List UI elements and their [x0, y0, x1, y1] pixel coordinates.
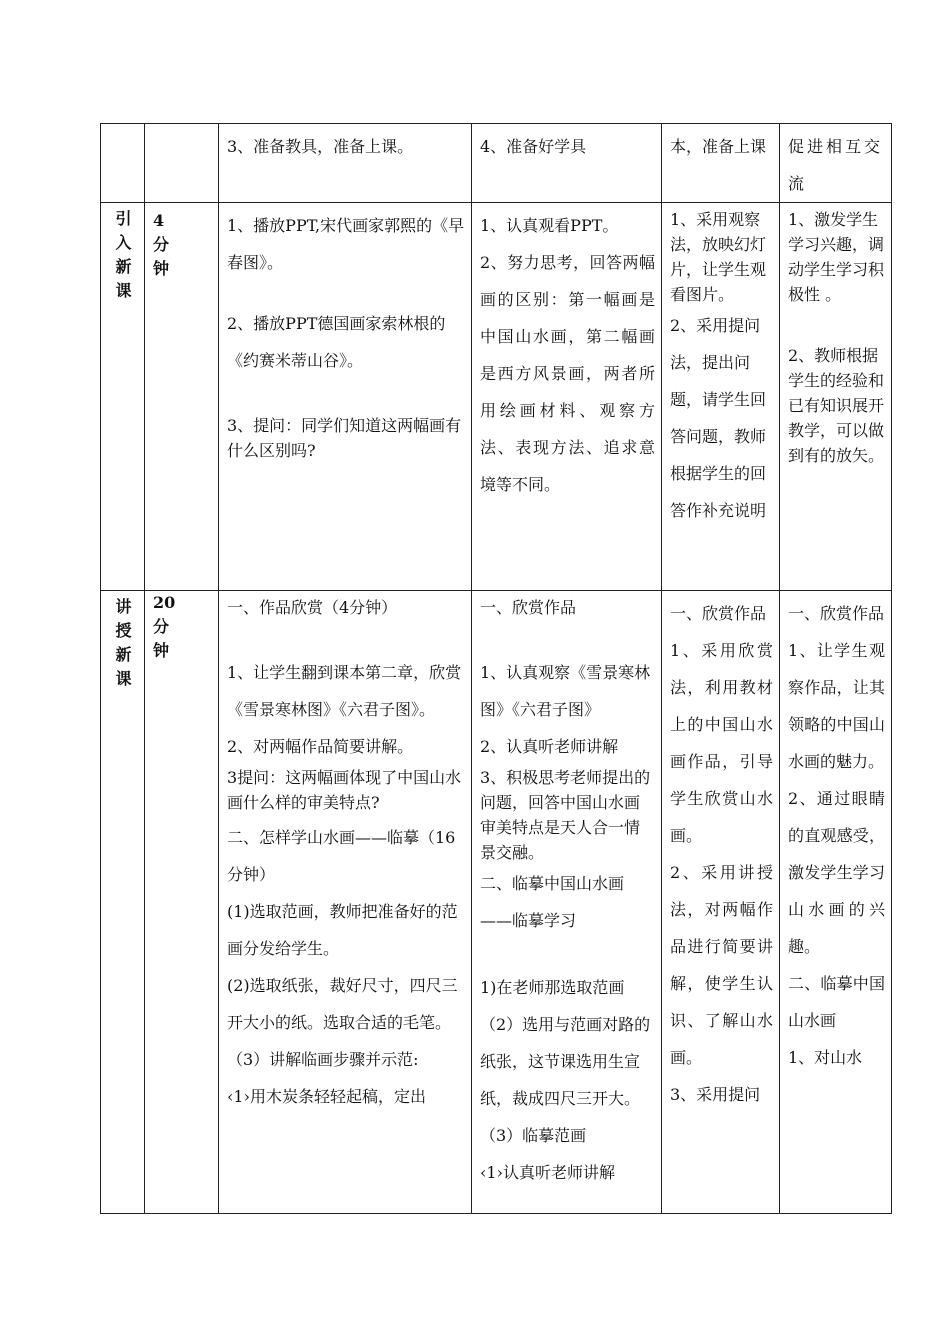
purpose-heading-2: 二、临摹中国山水画: [788, 974, 885, 1030]
purpose-text: 促进相互交流: [788, 137, 884, 193]
teacher-step-2: 2、播放PPT德国画家索林根的《约赛米蒂山谷》。: [227, 314, 446, 370]
teacher-step-1: 1、播放PPT,宋代画家郭熙的《早春图》。: [227, 216, 465, 272]
student-text: 4、准备好学具: [480, 137, 587, 156]
teacher-item: 2、对两幅作品简要讲解。: [227, 737, 414, 756]
cell-purpose-intro: [780, 203, 892, 591]
student-item: ‹1›认真听老师讲解: [480, 1163, 615, 1182]
table-row-lecture: [101, 591, 892, 1214]
cell-time-prep: [145, 124, 219, 203]
purpose-step-2: 2、教师根据学生的经验和已有知识展开教学，可以做到有的放矢。: [788, 346, 885, 465]
student-item: 2、认真听老师讲解: [480, 737, 619, 756]
student-step-1: 1、认真观看PPT。: [480, 216, 619, 235]
cell-stage-lecture: [101, 591, 145, 1214]
student-heading-2: 二、临摹中国山水画——临摹学习: [480, 874, 625, 930]
cell-student-intro: [472, 203, 662, 591]
cell-student-lecture: [472, 591, 662, 1214]
cell-teacher-intro: [219, 203, 472, 591]
cell-purpose-lecture: [780, 591, 892, 1214]
stage-char: 授: [115, 621, 132, 640]
purpose-heading: 一、欣赏作品: [788, 604, 885, 623]
teacher-item: 3提问：这两幅画体现了中国山水画什么样的审美特点?: [227, 768, 462, 812]
teacher-item: （3）讲解临画步骤并示范:: [227, 1050, 419, 1069]
time-unit: 钟: [153, 641, 170, 660]
cell-method-lecture: [662, 591, 780, 1214]
method-step-1: 1、采用观察法，放映幻灯片，让学生观看图片。: [670, 210, 767, 304]
stage-char: 入: [115, 233, 132, 252]
method-item: 3、采用提问: [670, 1085, 761, 1104]
stage-char: 新: [115, 645, 132, 664]
teacher-item: (2)选取纸张，裁好尺寸，四尺三开大小的纸。选取合适的毛笔。: [227, 976, 458, 1032]
stage-char: 课: [115, 281, 132, 300]
cell-method-prep: [662, 124, 780, 203]
time-unit: 分: [153, 235, 170, 254]
teacher-step-3: 3、提问：同学们知道这两幅画有什么区别吗?: [227, 416, 462, 460]
teacher-item: ‹1›用木炭条轻轻起稿，定出: [227, 1087, 426, 1106]
method-step-2: 2、采用提问法，提出问题，请学生回答问题，教师根据学生的回答作补充说明: [670, 316, 767, 520]
student-item: 3、积极思考老师提出的问题，回答中国山水画审美特点是天人合一情景交融。: [480, 768, 651, 862]
purpose-item: 1、让学生观察作品，让其领略的中国山水画的魅力。: [788, 641, 885, 771]
teacher-item: 1、让学生翻到课本第二章，欣赏《雪景寒林图》《六君子图》。: [227, 663, 462, 719]
student-item: 1)在老师那选取范画: [480, 978, 625, 997]
student-item: （2）选用与范画对路的纸张，这节课选用生宣纸，裁成四尺三开大。: [480, 1015, 651, 1108]
method-item: 1、采用欣赏法，利用教材上的中国山水画作品，引导学生欣赏山水画。: [670, 641, 773, 845]
lesson-plan-table: [100, 123, 892, 1214]
cell-student-prep: [472, 124, 662, 203]
stage-char: 课: [115, 669, 132, 688]
stage-char: 引: [115, 209, 132, 228]
teacher-text: 3、准备教具，准备上课。: [227, 137, 414, 156]
purpose-step-1: 1、激发学生学习兴趣，调动学生学习积极性 。: [788, 210, 885, 304]
cell-purpose-prep: [780, 124, 892, 203]
purpose-item: 2、通过眼睛的直观感受，激发学生学习山水画的兴趣。: [788, 789, 885, 956]
purpose-item: 1、对山水: [788, 1048, 863, 1067]
cell-time-intro: [145, 203, 219, 591]
stage-char: 讲: [115, 597, 132, 616]
cell-time-lecture: [145, 591, 219, 1214]
time-value: 4: [153, 211, 165, 230]
time-unit: 钟: [153, 259, 170, 278]
method-item: 2、采用讲授法，对两幅作品进行简要讲解，使学生认识、了解山水画。: [670, 863, 773, 1067]
cell-method-intro: [662, 203, 780, 591]
cell-stage-prep: [101, 124, 145, 203]
cell-stage-intro: [101, 203, 145, 591]
teacher-heading-2: 二、怎样学山水画——临摹（16分钟）: [227, 828, 456, 884]
student-step-2: 2、努力思考，回答两幅画的区别：第一幅画是中国山水画，第二幅画是西方风景画，两者所用绘画材料、观察方法、表现方法、追求意境等不同。: [480, 253, 655, 494]
teacher-item: (1)选取范画，教师把准备好的范画分发给学生。: [227, 902, 458, 958]
method-heading: 一、欣赏作品: [670, 604, 767, 623]
table-row-intro: [101, 203, 892, 591]
student-heading-1: 一、欣赏作品: [480, 598, 577, 617]
stage-char: 新: [115, 257, 132, 276]
method-text: 本，准备上课: [670, 137, 767, 156]
student-item: （3）临摹范画: [480, 1126, 587, 1145]
student-item: 1、认真观察《雪景寒林图》《六君子图》: [480, 663, 651, 719]
table-row-prep: [101, 124, 892, 203]
time-value: 20: [153, 593, 176, 612]
cell-teacher-lecture: [219, 591, 472, 1214]
teacher-heading-1: 一、作品欣赏（4分钟）: [227, 598, 398, 617]
cell-teacher-prep: [219, 124, 472, 203]
time-unit: 分: [153, 617, 170, 636]
